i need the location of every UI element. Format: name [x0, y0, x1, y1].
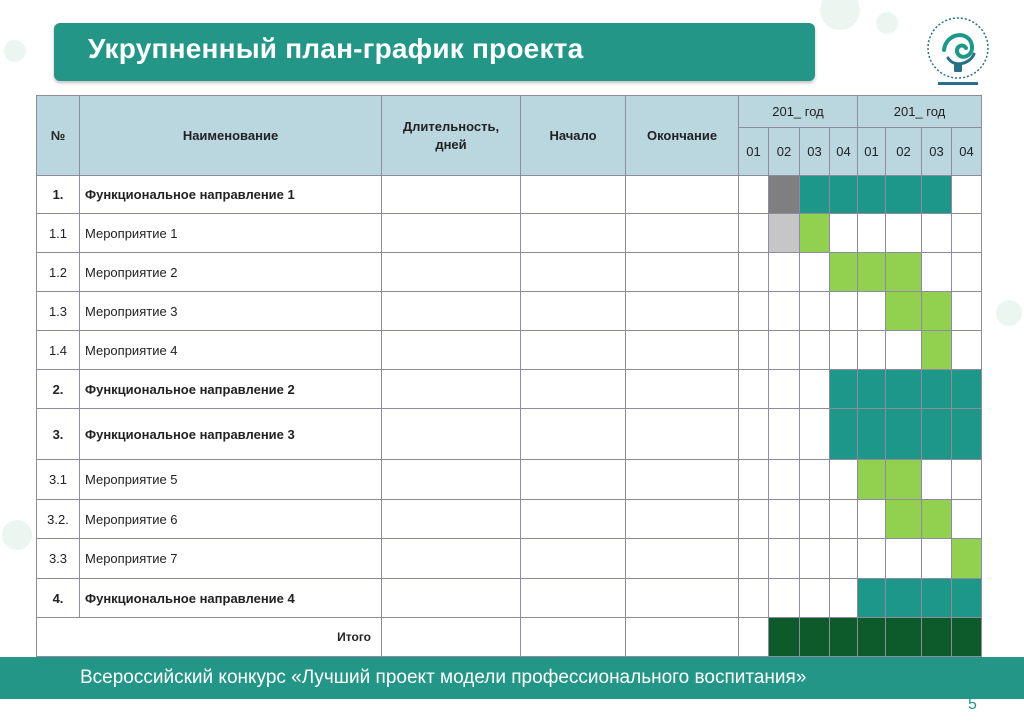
- gantt-bar-cell: [952, 539, 982, 579]
- gantt-empty-cell: [739, 253, 769, 292]
- row-name: Функциональное направление 4: [80, 579, 382, 618]
- gantt-empty-cell: [769, 409, 800, 460]
- duration-cell[interactable]: [382, 370, 521, 409]
- start-cell[interactable]: [521, 460, 626, 500]
- row-number: 3.1: [37, 460, 80, 500]
- gantt-empty-cell: [952, 253, 982, 292]
- gantt-empty-cell: [739, 579, 769, 618]
- start-cell[interactable]: [521, 253, 626, 292]
- row-name: Мероприятие 7: [80, 539, 382, 579]
- gantt-bar-cell: [830, 176, 858, 214]
- gantt-empty-cell: [800, 409, 830, 460]
- row-name: Мероприятие 3: [80, 292, 382, 331]
- duration-cell[interactable]: [382, 292, 521, 331]
- gantt-empty-cell: [739, 370, 769, 409]
- gantt-empty-cell: [769, 579, 800, 618]
- schedule-table: [36, 95, 982, 657]
- header-duration: [382, 96, 521, 176]
- gantt-bar-cell: [858, 460, 886, 500]
- row-number: 1.4: [37, 331, 80, 370]
- table-row: [37, 539, 982, 579]
- header-quarter: 04: [830, 128, 858, 176]
- gantt-empty-cell: [830, 539, 858, 579]
- gantt-empty-cell: [886, 539, 922, 579]
- row-name: Функциональное направление 1: [80, 176, 382, 214]
- decor-dot: [996, 300, 1022, 326]
- gantt-bar-cell: [922, 409, 952, 460]
- end-cell[interactable]: [626, 539, 739, 579]
- gantt-empty-cell: [769, 331, 800, 370]
- gantt-empty-cell: [922, 214, 952, 253]
- header-quarter: 02: [886, 128, 922, 176]
- row-name: Функциональное направление 2: [80, 370, 382, 409]
- gantt-empty-cell: [858, 214, 886, 253]
- duration-cell[interactable]: [382, 460, 521, 500]
- gantt-empty-cell: [922, 253, 952, 292]
- gantt-bar-cell: [830, 370, 858, 409]
- gantt-bar-cell: [952, 370, 982, 409]
- gantt-total-bar-cell: [769, 618, 800, 657]
- row-number: 3.2.: [37, 500, 80, 539]
- gantt-empty-cell: [769, 539, 800, 579]
- gantt-empty-cell: [739, 214, 769, 253]
- start-cell[interactable]: [521, 176, 626, 214]
- duration-cell[interactable]: [382, 539, 521, 579]
- gantt-empty-cell: [922, 460, 952, 500]
- start-total-cell[interactable]: [521, 618, 626, 657]
- row-number: 3.3: [37, 539, 80, 579]
- table-row: [37, 292, 982, 331]
- gantt-empty-cell: [739, 539, 769, 579]
- row-number: 1.3: [37, 292, 80, 331]
- start-cell[interactable]: [521, 500, 626, 539]
- gantt-empty-cell: [858, 539, 886, 579]
- schedule-body: [37, 176, 982, 657]
- gantt-empty-cell: [739, 618, 769, 657]
- gantt-empty-cell: [922, 539, 952, 579]
- gantt-empty-cell: [830, 460, 858, 500]
- duration-cell[interactable]: [382, 214, 521, 253]
- gantt-bar-cell: [922, 292, 952, 331]
- footer-bar: [0, 657, 1024, 699]
- start-cell[interactable]: [521, 331, 626, 370]
- row-name: Мероприятие 1: [80, 214, 382, 253]
- gantt-empty-cell: [952, 176, 982, 214]
- gantt-bar-cell: [922, 370, 952, 409]
- gantt-bar-cell: [830, 253, 858, 292]
- gantt-bar-cell: [858, 176, 886, 214]
- end-cell[interactable]: [626, 253, 739, 292]
- end-cell[interactable]: [626, 500, 739, 539]
- gantt-bar-cell: [922, 331, 952, 370]
- duration-cell[interactable]: [382, 176, 521, 214]
- gantt-empty-cell: [952, 292, 982, 331]
- decor-dot: [4, 40, 26, 62]
- gantt-bar-cell: [800, 176, 830, 214]
- start-cell[interactable]: [521, 292, 626, 331]
- gantt-empty-cell: [800, 579, 830, 618]
- gantt-empty-cell: [830, 214, 858, 253]
- row-number: 2.: [37, 370, 80, 409]
- start-cell[interactable]: [521, 370, 626, 409]
- end-cell[interactable]: [626, 579, 739, 618]
- gantt-bar-cell: [922, 176, 952, 214]
- decor-dot: [2, 520, 32, 550]
- gantt-empty-cell: [952, 214, 982, 253]
- table-row: [37, 409, 982, 460]
- row-number: 1.: [37, 176, 80, 214]
- gantt-empty-cell: [769, 460, 800, 500]
- gantt-bar-cell: [952, 579, 982, 618]
- row-name: Мероприятие 4: [80, 331, 382, 370]
- row-number: 3.: [37, 409, 80, 460]
- gantt-total-bar-cell: [800, 618, 830, 657]
- header-quarter: 01: [858, 128, 886, 176]
- table-row: [37, 579, 982, 618]
- gantt-empty-cell: [800, 500, 830, 539]
- gantt-empty-cell: [830, 579, 858, 618]
- row-name: Функциональное направление 3: [80, 409, 382, 460]
- row-name: Мероприятие 5: [80, 460, 382, 500]
- duration-total-cell[interactable]: [382, 618, 521, 657]
- gantt-bar-cell: [800, 214, 830, 253]
- row-number: 1.2: [37, 253, 80, 292]
- gantt-bar-cell: [769, 176, 800, 214]
- page-title: Укрупненный план-график проекта: [88, 33, 584, 64]
- header-quarter: 01: [739, 128, 769, 176]
- gantt-empty-cell: [769, 253, 800, 292]
- gantt-empty-cell: [800, 539, 830, 579]
- header-start: Начало: [521, 96, 626, 176]
- gantt-bar-cell: [886, 253, 922, 292]
- gantt-empty-cell: [952, 331, 982, 370]
- header-quarter: 02: [769, 128, 800, 176]
- gantt-empty-cell: [800, 460, 830, 500]
- gantt-empty-cell: [739, 176, 769, 214]
- gantt-empty-cell: [858, 500, 886, 539]
- header-name: Наименование: [80, 96, 382, 176]
- gantt-empty-cell: [739, 500, 769, 539]
- start-cell[interactable]: [521, 579, 626, 618]
- gantt-empty-cell: [769, 292, 800, 331]
- gantt-empty-cell: [858, 292, 886, 331]
- gantt-empty-cell: [830, 500, 858, 539]
- gantt-total-bar-cell: [830, 618, 858, 657]
- gantt-bar-cell: [886, 292, 922, 331]
- gantt-total-bar-cell: [922, 618, 952, 657]
- header-quarter: 03: [922, 128, 952, 176]
- gantt-total-bar-cell: [886, 618, 922, 657]
- table-row: [37, 460, 982, 500]
- gantt-bar-cell: [858, 579, 886, 618]
- start-cell[interactable]: [521, 409, 626, 460]
- gantt-empty-cell: [952, 500, 982, 539]
- header-year-1: 201_ год: [739, 96, 858, 128]
- gantt-bar-cell: [886, 579, 922, 618]
- header-quarter: 03: [800, 128, 830, 176]
- header-number: №: [37, 96, 80, 176]
- gantt-bar-cell: [886, 460, 922, 500]
- table-row: [37, 214, 982, 253]
- gantt-bar-cell: [858, 370, 886, 409]
- end-total-cell[interactable]: [626, 618, 739, 657]
- gantt-total-bar-cell: [952, 618, 982, 657]
- decor-dot: [820, 0, 860, 30]
- start-cell[interactable]: [521, 214, 626, 253]
- total-row: [37, 618, 982, 657]
- duration-cell[interactable]: [382, 409, 521, 460]
- gantt-bar-cell: [886, 500, 922, 539]
- gantt-empty-cell: [739, 409, 769, 460]
- title-bar: [54, 23, 815, 81]
- end-cell[interactable]: [626, 331, 739, 370]
- gantt-empty-cell: [886, 214, 922, 253]
- row-name: Мероприятие 2: [80, 253, 382, 292]
- end-cell[interactable]: [626, 292, 739, 331]
- header-end: Окончание: [626, 96, 739, 176]
- gantt-empty-cell: [769, 370, 800, 409]
- total-label: Итого: [37, 618, 382, 657]
- duration-cell[interactable]: [382, 579, 521, 618]
- table-row: [37, 370, 982, 409]
- gantt-bar-cell: [769, 214, 800, 253]
- footer-text: Всероссийский конкурс «Лучший проект модели профессионального воспитания»: [80, 667, 807, 688]
- gantt-empty-cell: [886, 331, 922, 370]
- gantt-empty-cell: [800, 292, 830, 331]
- gantt-bar-cell: [830, 409, 858, 460]
- row-number: 4.: [37, 579, 80, 618]
- duration-cell[interactable]: [382, 331, 521, 370]
- gantt-bar-cell: [858, 253, 886, 292]
- end-cell[interactable]: [626, 176, 739, 214]
- end-cell[interactable]: [626, 214, 739, 253]
- gantt-bar-cell: [858, 409, 886, 460]
- contest-logo-icon: [918, 10, 998, 90]
- table-row: [37, 176, 982, 214]
- gantt-empty-cell: [858, 331, 886, 370]
- table-row: [37, 331, 982, 370]
- gantt-bar-cell: [922, 579, 952, 618]
- gantt-total-bar-cell: [858, 618, 886, 657]
- page-number: 5: [968, 696, 977, 713]
- gantt-empty-cell: [830, 292, 858, 331]
- gantt-bar-cell: [922, 500, 952, 539]
- end-cell[interactable]: [626, 370, 739, 409]
- decor-dot: [876, 12, 898, 34]
- gantt-empty-cell: [739, 460, 769, 500]
- table-row: [37, 500, 982, 539]
- row-number: 1.1: [37, 214, 80, 253]
- gantt-empty-cell: [739, 331, 769, 370]
- gantt-empty-cell: [830, 331, 858, 370]
- header-quarter: 04: [952, 128, 982, 176]
- gantt-bar-cell: [886, 370, 922, 409]
- gantt-empty-cell: [800, 370, 830, 409]
- end-cell[interactable]: [626, 409, 739, 460]
- table-row: [37, 253, 982, 292]
- header-year-2: 201_ год: [858, 96, 982, 128]
- duration-cell[interactable]: [382, 500, 521, 539]
- gantt-empty-cell: [800, 253, 830, 292]
- gantt-empty-cell: [739, 292, 769, 331]
- gantt-empty-cell: [769, 500, 800, 539]
- gantt-bar-cell: [952, 409, 982, 460]
- gantt-bar-cell: [886, 176, 922, 214]
- row-name: Мероприятие 6: [80, 500, 382, 539]
- gantt-empty-cell: [952, 460, 982, 500]
- gantt-empty-cell: [800, 331, 830, 370]
- header-duration-label: Длительность, дней: [402, 118, 500, 152]
- gantt-bar-cell: [886, 409, 922, 460]
- end-cell[interactable]: [626, 460, 739, 500]
- duration-cell[interactable]: [382, 253, 521, 292]
- start-cell[interactable]: [521, 539, 626, 579]
